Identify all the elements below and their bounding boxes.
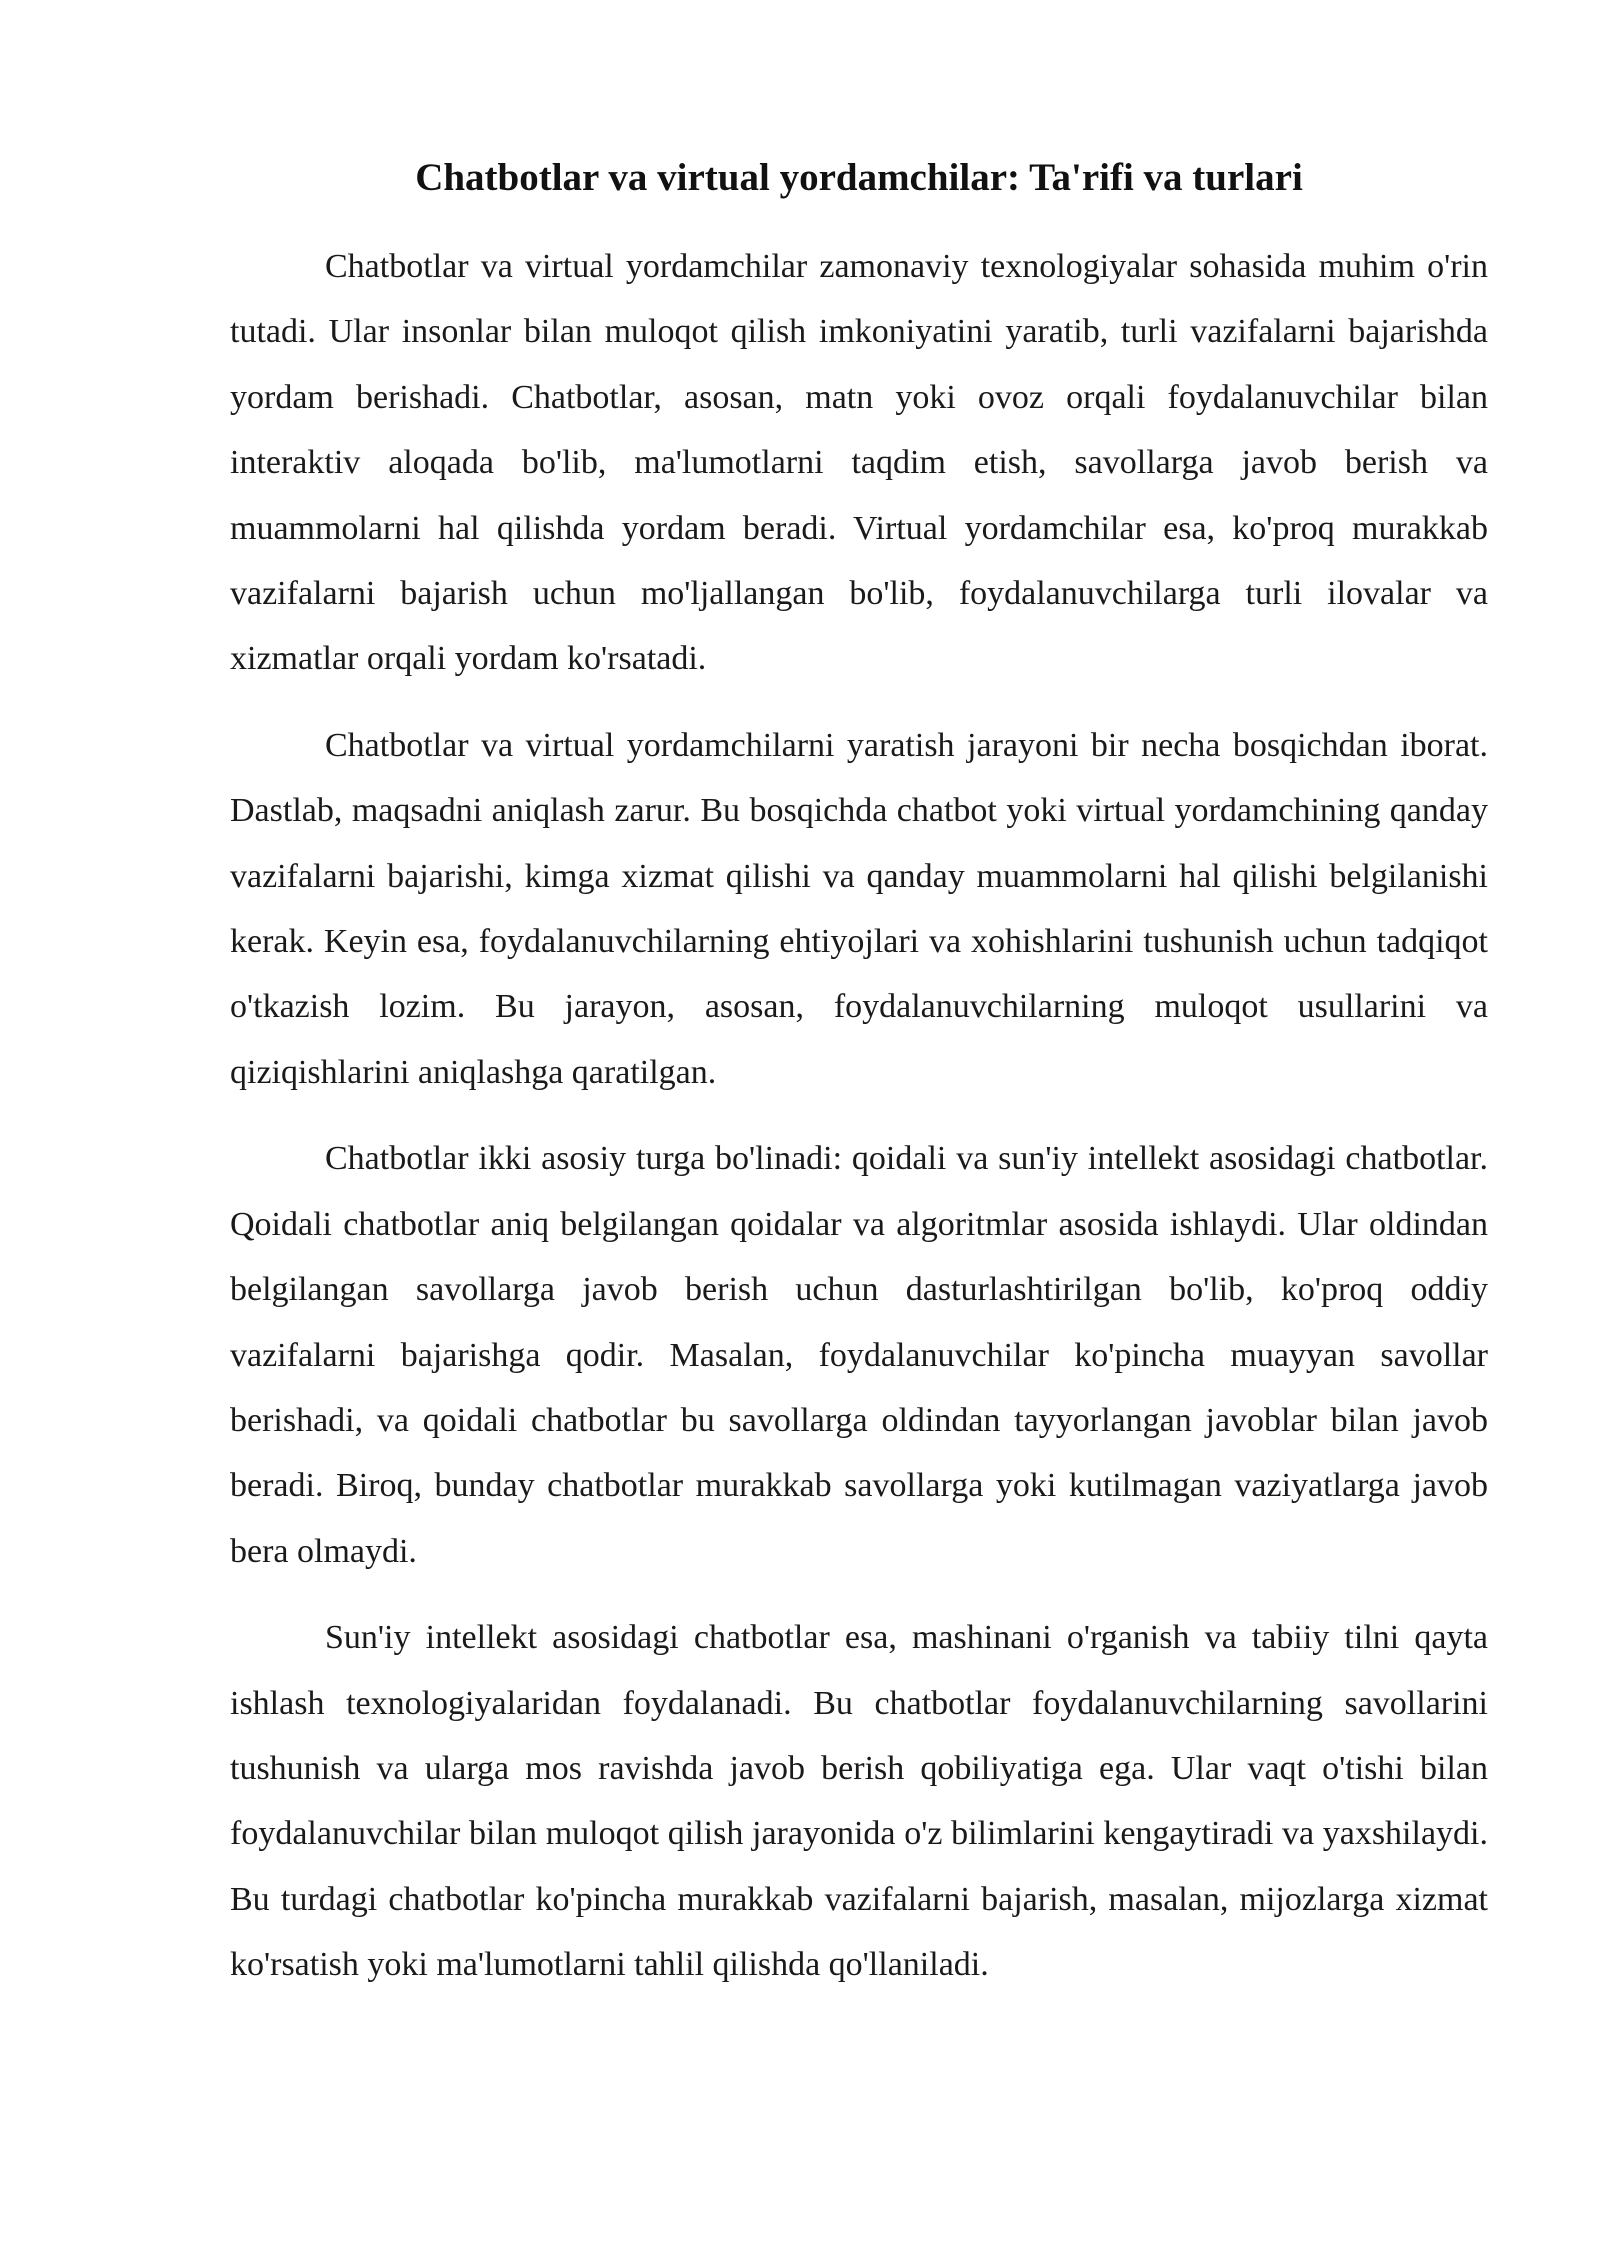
document-title: Chatbotlar va virtual yordamchilar: Ta'rifi va turlari [415, 156, 1303, 199]
paragraph-4: Sun'iy intellekt asosidagi chatbotlar esa, mashinani o'rganish va tabiiy tilni qayta ishlash texnologiyalaridan foydalanadi. Bu chatbotlar foydalanuvchilarning savollarini tushunish va ularga mos ravishda javob berish qobiliyatiga ega. Ular vaqt o'tishi bilan foydalanuvchilar bilan muloqot qilish jarayonida o'z bilimlarini kengaytiradi va yaxshilaydi. Bu turdagi chatbotlar ko'pincha murakkab vazifalarni bajarish, masalan, mijozlarga xizmat ko'rsatish yoki ma'lumotlarni tahlil qilishda qo'llaniladi. [230, 1619, 1488, 1984]
paragraph-1: Chatbotlar va virtual yordamchilar zamonaviy texnologiyalar sohasida muhim o'rin tutadi. Ular insonlar bilan muloqot qilish imkoniyatini yaratib, turli vazifalarni bajarishda yordam berishadi. Chatbotlar, asosan, matn yoki ovoz orqali foydalanuvchilar bilan interaktiv aloqada bo'lib, ma'lumotlarni taqdim etish, savollarga javob berish va muammolarni hal qilishda yordam beradi. Virtual yordamchilar esa, ko'proq murakkab vazifalarni bajarish uchun mo'ljallangan bo'lib, foydalanuvchilarga turli ilovalar va xizmatlar orqali yordam ko'rsatadi. [230, 248, 1488, 678]
document-page [230, 148, 1488, 2019]
paragraph-3: Chatbotlar ikki asosiy turga bo'linadi: qoidali va sun'iy intellekt asosidagi chatbotlar. Qoidali chatbotlar aniq belgilangan qoidalar va algoritmlar asosida ishlaydi. Ular oldindan belgilangan savollarga javob berish uchun dasturlashtirilgan bo'lib, ko'proq oddiy vazifalarni bajarishga qodir. Masalan, foydalanuvchilar ko'pincha muayyan savollar berishadi, va qoidali chatbotlar bu savollarga oldindan tayyorlangan javoblar bilan javob beradi. Biroq, bunday chatbotlar murakkab savollarga yoki kutilmagan vaziyatlarga javob bera olmaydi. [230, 1140, 1488, 1570]
paragraph-2: Chatbotlar va virtual yordamchilarni yaratish jarayoni bir necha bosqichdan iborat. Dastlab, maqsadni aniqlash zarur. Bu bosqichda chatbot yoki virtual yordamchining qanday vazifalarni bajarishi, kimga xizmat qilishi va qanday muammolarni hal qilishi belgilanishi kerak. Keyin esa, foydalanuvchilarning ehtiyojlari va xohishlarini tushunish uchun tadqiqot o'tkazish lozim. Bu jarayon, asosan, foydalanuvchilarning muloqot usullarini va qiziqishlarini aniqlashga qaratilgan. [230, 726, 1488, 1091]
